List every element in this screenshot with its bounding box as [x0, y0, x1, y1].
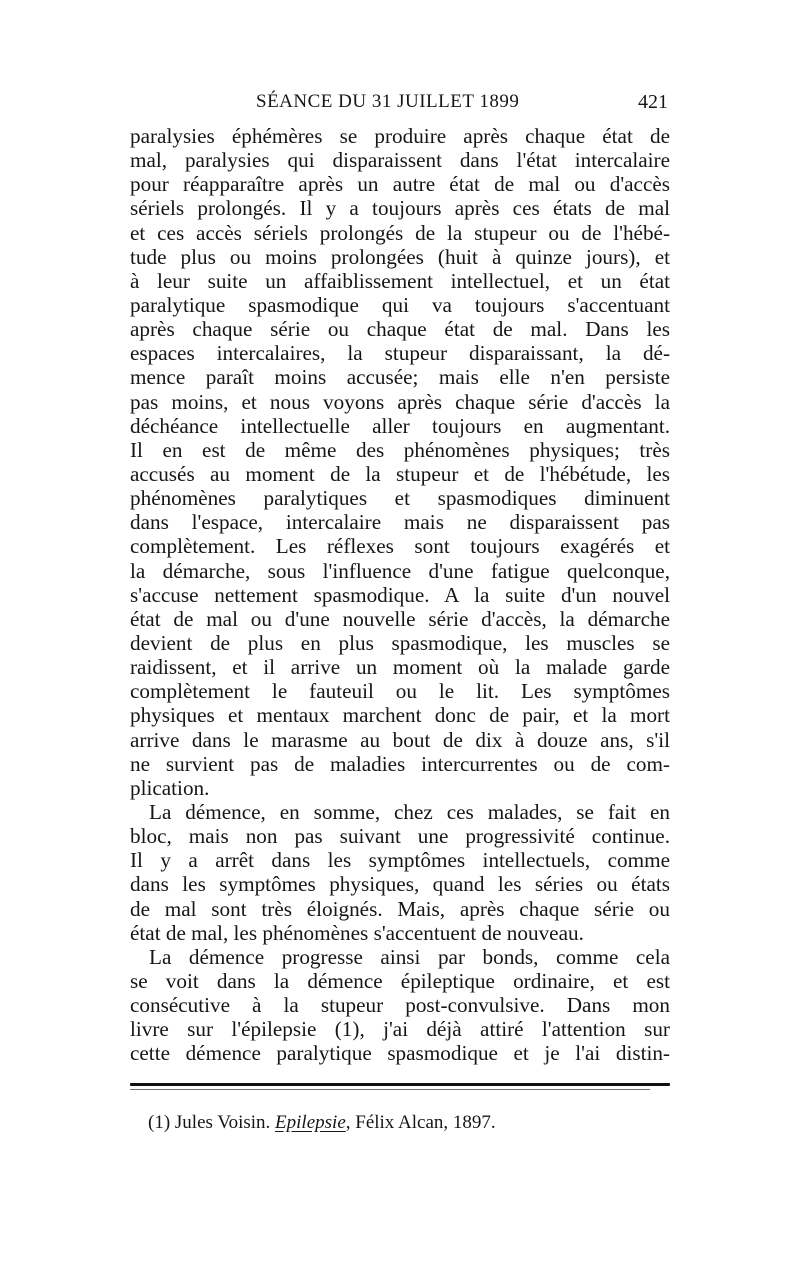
body-text — [130, 124, 670, 1065]
text-line: mence paraît moins accusée; mais elle n'en persiste — [130, 365, 670, 390]
text-line: dans les symptômes physiques, quand les séries ou états — [130, 872, 670, 897]
text-line: paralytique spasmodique qui va toujours s'accentuant — [130, 292, 670, 317]
text-line: phénomènes paralytiques et spasmodiques diminuent — [130, 486, 670, 511]
footnote — [148, 1112, 496, 1134]
text-line: ne survient pas de maladies intercurrentes ou de com- — [130, 751, 670, 776]
paragraph-start-line: La démence progresse ainsi par bonds, comme cela — [149, 944, 670, 969]
text-line: accusés au moment de la stupeur et de l'hébétude, les — [130, 461, 670, 486]
text-line: bloc, mais non pas suivant une progressivité continue. — [130, 824, 670, 849]
text-line: mal, paralysies qui disparaissent dans l'état intercalaire — [130, 148, 670, 173]
text-line: Il en est de même des phénomènes physiques; très — [130, 437, 670, 462]
footnote-rule — [130, 1083, 670, 1090]
text-line: complètement. Les réflexes sont toujours exagérés et — [130, 534, 670, 559]
text-line: Il y a arrêt dans les symptômes intellectuels, comme — [130, 848, 670, 873]
text-line: s'accuse nettement spasmodique. A la suite d'un nouvel — [130, 582, 670, 607]
footnote-publisher: , Félix Alcan, 1897. — [345, 1112, 496, 1133]
text-line: raidissent, et il arrive un moment où la malade garde — [130, 655, 670, 680]
text-line: se voit dans la démence épileptique ordinaire, et est — [130, 968, 670, 993]
paragraph-end-line: état de mal, les phénomènes s'accentuent de nouveau. — [130, 920, 584, 945]
footnote-rule-thick — [130, 1083, 670, 1086]
running-head — [130, 88, 668, 118]
text-line: livre sur l'épilepsie (1), j'ai déjà attiré l'attention sur — [130, 1017, 670, 1042]
text-line: complètement le fauteuil ou le lit. Les symptômes — [130, 679, 670, 704]
text-line: déchéance intellectuelle aller toujours en augmentant. — [130, 413, 670, 438]
text-line: consécutive à la stupeur post-convulsive. Dans mon — [130, 993, 670, 1018]
footnote-marker: (1) — [148, 1112, 171, 1133]
text-line: pas moins, et nous voyons après chaque série d'accès la — [130, 389, 670, 414]
text-line: après chaque série ou chaque état de mal. Dans les — [130, 317, 670, 342]
running-title: SÉANCE DU 31 JUILLET 1899 — [256, 91, 520, 112]
text-line: espaces intercalaires, la stupeur disparaissant, la dé- — [130, 341, 670, 366]
text-line: pour réapparaître après un autre état de mal ou d'accès — [130, 172, 670, 197]
text-line: et ces accès sériels prolongés de la stupeur ou de l'hébé- — [130, 220, 670, 245]
footnote-rule-thin — [130, 1089, 650, 1090]
text-line: physiques et mentaux marchent donc de pair, et la mort — [130, 703, 670, 728]
text-line: état de mal ou d'une nouvelle série d'accès, la démarche — [130, 606, 670, 631]
text-line: la démarche, sous l'influence d'une fatigue quelconque, — [130, 558, 670, 583]
text-line: dans l'espace, intercalaire mais ne disparaissent pas — [130, 510, 670, 535]
paragraph-start-line: La démence, en somme, chez ces malades, se fait en — [149, 799, 670, 824]
text-line: paralysies éphémères se produire après chaque état de — [130, 124, 670, 148]
text-line: cette démence paralytique spasmodique et je l'ai distin- — [130, 1041, 670, 1066]
text-line: à leur suite un affaiblissement intellectuel, et un état — [130, 268, 670, 293]
paragraph-end-line: plication. — [130, 775, 210, 800]
page-number: 421 — [638, 91, 668, 113]
text-line: devient de plus en plus spasmodique, les muscles se — [130, 630, 670, 655]
text-line: sériels prolongés. Il y a toujours après ces états de mal — [130, 196, 670, 221]
footnote-work-title: Epilepsie — [275, 1112, 346, 1133]
text-line: tude plus ou moins prolongées (huit à quinze jours), et — [130, 244, 670, 269]
footnote-author: Jules Voisin. — [174, 1112, 271, 1133]
text-line: arrive dans le marasme au bout de dix à douze ans, s'il — [130, 727, 670, 752]
text-line: de mal sont très éloignés. Mais, après chaque série ou — [130, 896, 670, 921]
